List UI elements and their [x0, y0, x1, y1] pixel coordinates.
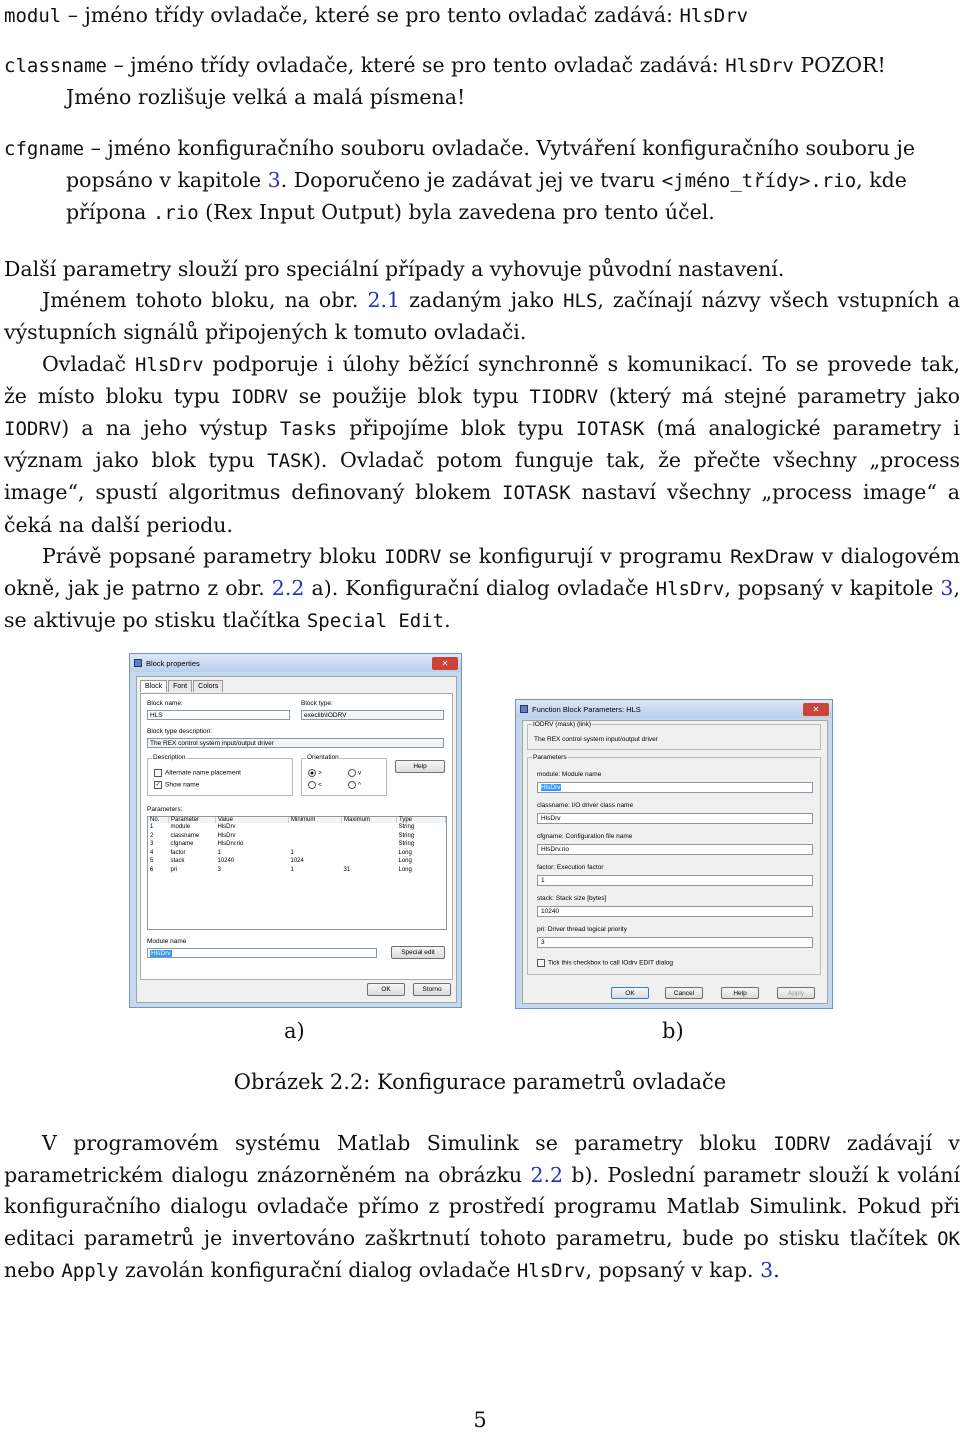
cell: 1 [150, 824, 154, 830]
tab-block[interactable]: Block [140, 680, 167, 692]
text: nastaví všechny „process image“ a čeká na další periodu. [4, 480, 960, 537]
figure-caption: Obrázek 2.2: Konfigurace parametrů ovladače [233, 1070, 727, 1094]
column-header[interactable]: Type [397, 817, 446, 823]
paragraph [4, 285, 960, 348]
closing-text [4, 1128, 960, 1287]
title-bar [130, 654, 461, 672]
simulink-icon [520, 705, 528, 713]
figure-link[interactable]: 2.2 [271, 576, 305, 601]
cell: cfgname [170, 841, 194, 847]
column-header[interactable]: Maximum [342, 817, 397, 823]
tab-bar [140, 680, 223, 692]
def-text: Jméno rozlišuje velká a malá písmena! [66, 85, 466, 110]
cell: HlsDrv [217, 824, 236, 830]
group-label: Parameters [533, 754, 567, 761]
cancel-button[interactable]: Cancel [665, 987, 703, 999]
block-type-label: Block type: [301, 700, 333, 707]
table-row[interactable] [148, 832, 446, 841]
title-bar [516, 700, 832, 718]
option-label: > [318, 769, 322, 777]
code: IODRV [384, 545, 442, 568]
factor-input[interactable]: 1 [537, 875, 813, 886]
checkbox-label: Tick this checkbox to call IOdrv EDIT dialog [548, 959, 673, 967]
code: TASK [267, 450, 313, 473]
cell: 1 [290, 849, 294, 856]
stack-label: stack: Stack size [bytes] [537, 895, 607, 902]
code: Tasks [279, 418, 338, 441]
text: V programovém systému Matlab Simulink se parametry bloku [42, 1131, 774, 1155]
cell [342, 857, 397, 866]
module-label: module: Module name [537, 771, 602, 778]
help-button[interactable]: Help [721, 987, 759, 999]
code: HlsDrv [134, 353, 204, 376]
code: HlsDrv [655, 578, 725, 601]
cell: stack [170, 858, 185, 864]
def-text: – jméno třídy ovladače, které se pro tento ovladač zadává: [61, 3, 680, 27]
text: (který má stejné parametry jako [598, 383, 960, 408]
text: zavolán konfigurační dialog ovladače [118, 1257, 517, 1282]
paragraph: Další parametry slouží pro speciální případy a vyhovuje původní nastavení. [4, 257, 785, 281]
cell [342, 823, 397, 832]
cell: 5 [150, 858, 154, 864]
code: IOTASK [502, 482, 571, 505]
column-header[interactable]: Minimum [289, 817, 342, 823]
code: HlsDrv [516, 1259, 586, 1282]
apply-button[interactable]: Apply [777, 987, 815, 999]
parameters-label: Parameters: [147, 806, 183, 813]
option-label: ^ [358, 781, 362, 789]
window-title: Function Block Parameters: HLS [532, 704, 641, 714]
def-text: . Doporučeno je zadávat jej ve tvaru [280, 168, 662, 193]
page-number: 5 [473, 1408, 487, 1432]
tab-panel [140, 693, 453, 980]
orient-down-radio[interactable] [348, 769, 361, 777]
cell: 4 [150, 849, 154, 856]
block-properties-screenshot [129, 653, 462, 1008]
def-text: (Rex Input Output) byla zavedena pro tento účel. [198, 200, 715, 225]
def-text: – jméno konfiguračního souboru ovladače. Vytváření konfiguračního souboru je [84, 136, 916, 160]
text: (má analogické parametry i význam jako blok typu [4, 416, 960, 473]
block-type-field: execlib\IODRV [301, 710, 444, 720]
cell: pri [170, 866, 178, 873]
orientation-group [301, 754, 387, 796]
option-label: Alternate name placement [165, 769, 241, 777]
mask-group [527, 721, 821, 750]
pri-input[interactable]: 3 [537, 937, 813, 948]
app-icon [134, 659, 142, 667]
paragraph [4, 541, 960, 638]
cell: 3 [150, 841, 154, 847]
code: Special Edit [306, 610, 445, 633]
text: a). Konfigurační dialog ovladače [304, 576, 656, 601]
alt-name-option[interactable] [154, 769, 241, 777]
subfigure-label-a: a) [284, 1019, 305, 1043]
cell: 10240 [217, 858, 235, 864]
show-name-option[interactable] [154, 781, 199, 789]
radio-icon [348, 781, 356, 789]
cell: module [170, 824, 191, 830]
text: b). Poslední parametr slouží k volání konfiguračního dialogu ovladače přímo z prostředí programu Matlab Simulink. Pokud při editaci parametrů je invertováno zaškrtnutí tohoto parametru, bude po stisku tlačítek [4, 1163, 960, 1250]
cell: classname [170, 832, 200, 839]
cell: 1024 [290, 858, 304, 864]
def-text: přípona [66, 200, 153, 225]
subfigure-label-b: b) [662, 1019, 684, 1043]
def-code: HlsDrv [679, 5, 749, 27]
parameters-table[interactable] [147, 816, 447, 930]
special-edit-button[interactable]: Special edit [391, 946, 445, 959]
table-row[interactable] [148, 849, 446, 858]
def-cfgname [4, 133, 960, 230]
cell [289, 840, 342, 849]
dialog-body [136, 676, 457, 1003]
selected-text: HlsDrv [541, 784, 561, 791]
text: zadaným jako [400, 288, 564, 313]
mask-description: The REX control system input/output driver [534, 736, 658, 743]
option-label: v [358, 769, 362, 777]
cell: 1 [217, 849, 221, 856]
module-name-input[interactable] [147, 948, 377, 958]
table-row[interactable] [148, 840, 446, 849]
cfgname-label: cfgname: Configuration file name [537, 833, 633, 840]
code: TIODRV [529, 385, 599, 408]
ok-button[interactable]: OK [611, 987, 649, 999]
radio-icon [308, 781, 316, 789]
cell: 31 [343, 866, 351, 873]
cell: factor [170, 849, 186, 856]
option-label: Show name [165, 781, 200, 789]
text: v dialogovém okně, jak je patrno z obr. [4, 543, 960, 601]
cell [342, 832, 397, 841]
chapter-link[interactable]: 3 [267, 168, 281, 193]
code: IODRV [4, 418, 62, 441]
text: se použije blok typu [287, 383, 530, 408]
factor-label: factor: Execution factor [537, 864, 604, 871]
edit-dialog-checkbox[interactable] [537, 959, 673, 967]
cell: HlsDrv [217, 832, 236, 839]
def-code: HlsDrv [725, 55, 794, 77]
classname-label: classname: I/O driver class name [537, 802, 634, 809]
cell: 3 [217, 866, 221, 873]
text: ). Ovladač potom funguje tak, že přečte všechny „process image“, spustí algoritmus definovaný blokem [4, 448, 960, 505]
text: , se aktivuje po stisku tlačítka [4, 576, 960, 633]
radio-icon [348, 769, 356, 777]
classname-input[interactable]: HlsDrv [537, 813, 813, 824]
cancel-button[interactable]: Storno [413, 983, 451, 996]
code: HLS [563, 290, 598, 313]
cell: HlsDrv.rio [217, 841, 244, 847]
tab-colors[interactable]: Colors [193, 680, 223, 692]
column-header[interactable]: No. [148, 817, 169, 823]
text: , začínají názvy všech vstupních a výstupních signálů připojených k tomuto ovladači. [4, 288, 960, 345]
body-text [4, 254, 960, 637]
text: , popsaný v kapitole [724, 576, 941, 601]
def-code: <jméno_třídy>.rio [661, 170, 857, 193]
text: . [444, 608, 451, 633]
module-input[interactable] [537, 782, 813, 793]
module-name-label: Module name [147, 938, 187, 945]
window-title: Block properties [146, 658, 200, 668]
table-row[interactable] [148, 823, 446, 832]
chapter-link[interactable]: 3 [760, 1257, 774, 1282]
column-header[interactable]: Value [216, 817, 289, 823]
def-code: .rio [152, 202, 199, 225]
def-modul [4, 0, 960, 32]
dialog-body [522, 720, 828, 1004]
def-text: , kde [856, 168, 907, 193]
description-group [147, 754, 293, 796]
function-block-parameters-screenshot [515, 699, 833, 1009]
close-icon[interactable]: ✕ [803, 703, 829, 716]
code: IODRV [773, 1133, 831, 1155]
def-classname [4, 50, 960, 113]
figure-link[interactable]: 2.1 [367, 288, 401, 313]
cell: String [398, 832, 415, 839]
table-row[interactable] [148, 866, 446, 875]
def-term: classname [4, 55, 107, 77]
cell: 2 [150, 832, 154, 839]
code: Apply [61, 1259, 119, 1282]
mask-title: IODRV (mask) (link) [533, 721, 592, 728]
def-text: – jméno třídy ovladače, které se pro tento ovladač zadává: [106, 53, 726, 77]
checkbox-icon [154, 769, 162, 777]
help-button[interactable]: Help [395, 760, 445, 773]
cell [342, 840, 397, 849]
pri-label: pri: Driver thread logical priority [537, 926, 627, 933]
cell: Long [398, 866, 412, 873]
description-field: The REX control system input/output driver [147, 738, 444, 748]
radio-selected-icon [308, 769, 316, 777]
text: se konfigurují v programu [441, 543, 730, 568]
code: IODRV [230, 385, 288, 408]
def-term: modul [4, 5, 62, 27]
text: , popsaný v kap. [585, 1257, 761, 1282]
chapter-link[interactable]: 3 [940, 576, 954, 601]
tab-font[interactable]: Font [168, 680, 192, 692]
program-name: RexDraw [729, 545, 815, 568]
cell [342, 849, 397, 858]
cell: Long [398, 849, 412, 856]
text: zadávají v parametrickém dialogu znázorněném na obrázku [4, 1131, 960, 1188]
selected-text: HlsDrv [151, 950, 171, 957]
group-label: Description [153, 754, 186, 761]
block-name-input[interactable]: HLS [147, 710, 290, 720]
text: podporuje i úlohy běžící synchronně s komunikací. To se provede tak, že místo bloku typu [4, 351, 960, 408]
option-label: < [318, 781, 322, 789]
text: Ovladač [42, 351, 135, 376]
cell: String [398, 841, 415, 847]
stack-input[interactable]: 10240 [537, 906, 813, 917]
cell: 6 [150, 866, 154, 873]
description-label: Block type description: [147, 728, 213, 735]
text: Právě popsané parametry bloku [42, 543, 385, 568]
cell: String [398, 824, 415, 830]
def-term: cfgname [4, 138, 85, 160]
text: Jménem tohoto bloku, na obr. [42, 288, 368, 313]
checkbox-icon [537, 959, 545, 967]
paragraph [4, 1128, 960, 1287]
cell: Long [398, 858, 412, 864]
column-header[interactable]: Parameter [169, 817, 216, 823]
text: . [773, 1257, 780, 1282]
def-text: POZOR! [793, 53, 886, 77]
orient-up-radio[interactable] [348, 781, 361, 789]
code: IOTASK [575, 418, 645, 441]
ok-button[interactable]: OK [367, 983, 405, 996]
block-name-label: Block name: [147, 700, 183, 707]
figure-link[interactable]: 2.2 [530, 1163, 564, 1188]
close-icon[interactable]: ✕ [432, 657, 458, 670]
table-row[interactable] [148, 857, 446, 866]
orient-right-radio[interactable] [308, 769, 322, 777]
group-label: Orientation [307, 754, 339, 761]
code: OK [937, 1227, 960, 1250]
paragraph [4, 349, 960, 541]
orient-left-radio[interactable] [308, 781, 322, 789]
cell [289, 832, 342, 841]
cell [289, 823, 342, 832]
cfgname-input[interactable]: HlsDrv.rio [537, 844, 813, 855]
cell: 1 [290, 866, 294, 873]
text: nebo [4, 1257, 62, 1282]
text: připojíme blok typu [337, 416, 576, 441]
text: ) a na jeho výstup [61, 416, 280, 441]
checked-icon: ✓ [155, 782, 161, 788]
def-text: popsáno v kapitole [66, 168, 268, 193]
